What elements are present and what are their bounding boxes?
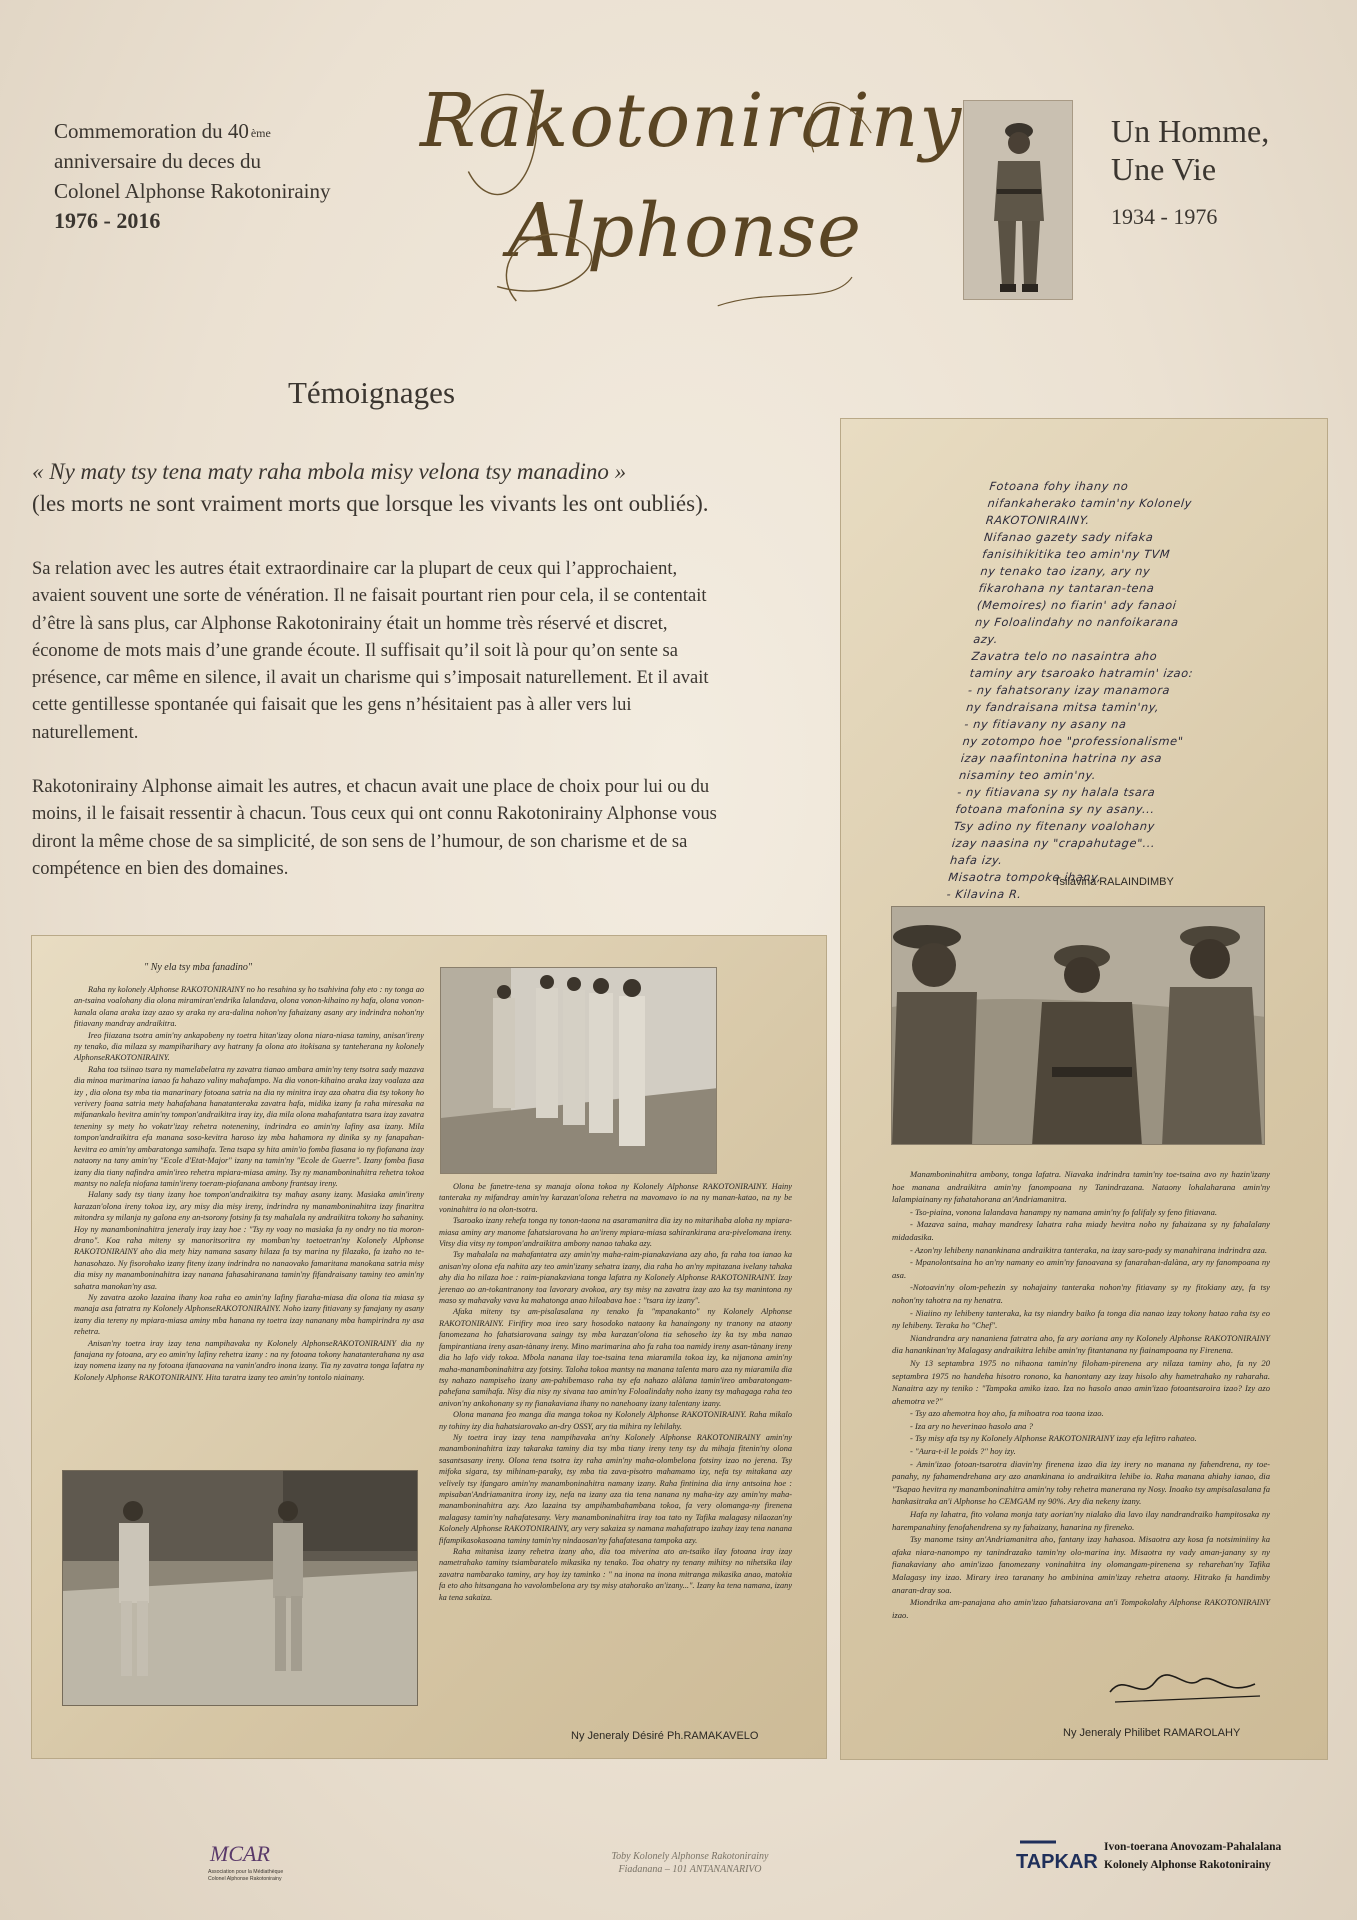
- handwritten-line: - ny fitiavana sy ny halala tsara: [956, 786, 1156, 799]
- tapkar-description: [1104, 1838, 1281, 1874]
- handwritten-line: Tsy adino ny fitenany voalohany: [953, 820, 1156, 833]
- signature-ramarolahy: [1105, 1662, 1265, 1712]
- amcar-logo-sub2: Colonel Alphonse Rakotonirainy: [208, 1876, 282, 1882]
- tapkar-logo-text: TAPKAR: [1016, 1851, 1098, 1873]
- handwritten-line: ny tenako tao izany, ary ny: [979, 565, 1152, 578]
- article-column-middle: [439, 1181, 792, 1603]
- amcar-logo: [202, 1835, 312, 1885]
- right-text-paragraph: - Niaiino ny lehibeny tanteraka, ka tsy niandry baiko fa tonga dia nanao izay tokony hatao raha tsy eo ny lehibeny. Teraka ho "Chef".: [892, 1307, 1270, 1331]
- title-surname: Rakotonirainy: [420, 78, 963, 164]
- article-left-paragraph: Ireo fiiazana tsotra amin'ny ankapobeny ny toetra hitan'izay olona niara-niasa taminy, anisan'ireny ny tenako, dia milaza sy mampiharihary avy hatrany fa olona ato itokisana sy tanteherana ny kolonely AlphonseRAKOTONIRAINY.: [74, 1030, 424, 1063]
- handwritten-line: hafa izy.: [949, 854, 1004, 867]
- right-text-paragraph: - Iza ary no heverinao hasolo ana ?: [910, 1420, 1033, 1431]
- article-title: " Ny ela tsy mba fanadino": [144, 962, 253, 973]
- right-text-paragraph: Miondrika am-panajana aho amin'izao fahatsiarovana an'i Tompokolahy Alphonse RAKOTONIRAINY izao.: [892, 1597, 1270, 1620]
- handwritten-line: ny fandraisana mitsa tamin'ny,: [965, 701, 1161, 714]
- article-author: Ny Jeneraly Désiré Ph.RAMAKAVELO: [571, 1730, 759, 1742]
- right-text-paragraph: - Mazava saina, mahay mandresy lahatra raha miady hevitra noho ny fahaizana sy ny fahalalany midadasika.: [892, 1219, 1270, 1242]
- right-text-paragraph: Tsy manome tsiny an'Andriamanitra aho, fantany izay hahasoa. Misaotra azy kosa fa notsiminiiny ka afaka niara-nanompo ny tanindrazako tamin'ny olo-marina iny. Misaotra ny vady aman-janany sy ny fianakaviany aho amin'izao fanomezany voninahitra iny olomangam-pirenena sy reharehan'ny Tafika Malagasy iny izao. Mirary ireo taranany ho ambinina amin'izay rehetra ataony. Hitrako fa handimby anaran-dray soa.: [892, 1534, 1270, 1595]
- right-text-paragraph: -Notoavin'ny olom-pehezin sy nohajainy tanteraka nohon'ny fitiavany sy ny fitokiany azy, fa tsy nohon'ny tahotra na ny henatra.: [892, 1282, 1270, 1305]
- commemoration-line3: Colonel Alphonse Rakotonirainy: [54, 179, 331, 203]
- article-left-paragraph: Raha toa tsiinao tsara ny mamelabelatra ny zavatra tianao ambara amin'ny teny tsotra sady mazava dia minoa marimarina ianao fa hahazo valiny mahafampo. Na dia vonon-kihaino araka izay voalaza aza izy , dia olona tsy mba tia manarinary fotoana satria na dia ny minitra iray aza ohatra dia tsy tokony ho verivery foana satria mety hahafahana hanatanteraka zavatra hafa, midika izany fa raha miresaka na mifanankalo hevitra amin'ny tompon'andraikitra iray izy, dia mila olona mahafantatra tsara izay zavatra teneniny sy mety ho vokatr'izay rehetra noteneniny, indrindra eo amin'ny lafiny asa izany. Mila tompon'andraikitra efa manana soso-kevitra haroso izy mba hahamora ny dinika sy ny fanapahan-kevitra eo amin'ny ambaratonga samihafa. Tena tsapa sy hita amin'io fomba fiasana io ny fiofanana izay nataony na tany amin'ny "Ecole d'Etat-Major" izany na tamin'ny "Ecole de Guerre". Izany fomba fiasa izany dia tiany nafindra amin'ireo rehetra mpiara-miasa aminy. Tsy ny manamboninahitra rehetra tokoa mantsy no nalefa niofana tamin'ireny toeram-piofanana ambony frantsay ireny.: [74, 1064, 424, 1188]
- handwritten-line: ny Foloalindahy no nanfoikarana: [974, 616, 1180, 629]
- handwritten-line: Nifanao gazety sady nifaka: [983, 531, 1155, 544]
- garden-photo: [62, 1470, 418, 1706]
- handwriting-author: Tsilavina RALAINDIMBY: [1054, 876, 1174, 888]
- right-testimony-text: [892, 1168, 1270, 1621]
- portrait-photo: [963, 100, 1073, 300]
- handwritten-line: taminy ary tsaroako hatramin' izao:: [969, 667, 1194, 680]
- handwritten-line: RAKOTONIRAINY.: [985, 514, 1091, 527]
- tapkar-line1: Ivon-toerana Anovozam-Pahalalana: [1104, 1841, 1282, 1853]
- article-mid-paragraph: Tsy mahalala na mahafantatra azy amin'ny maha-raim-pianakaviana azy aho, fa raha toa ianao ka anisan'ny olona efa nahita azy teo amin'izany sehatra izany, dia raha ho an'ny mpitazana ivelany tahaka ahy dia ho nilaza hoe : raim-pianakaviana tonga lafatra ny Kolonely Alphonse RAKOTONIRAINY. Izay jerenao ao an-tokantranony toa lavorary avokoa, ary tsy misy na zavatra izay azo ka tsy manintona ny maso sy mahavaky vava ka mahatonga anao hiloabava hoe : "tsara izy izany".: [439, 1250, 792, 1306]
- article-left-paragraph: Ny zavatra azoko lazaina ihany koa raha eo amin'ny lafiny fiaraha-miasa dia olona tia miasa sy manaja asa fatratra ny Kolonely AlphonseRAKOTONIRAINY. Noho izany fitiavany sy fanajany ny asany izany dia tereny ny mpiara-miasa aminy mba hanana ny toetra izay nananany mba hampirindra ny asa rehetra.: [74, 1292, 424, 1337]
- right-text-author: Ny Jeneraly Philibet RAMAROLAHY: [1063, 1727, 1241, 1739]
- handwritten-line: izay naafintonina hatrina ny asa: [960, 752, 1163, 765]
- commemoration-block: [54, 116, 414, 236]
- right-text-paragraph: Niandrandra ary nananiena fatratra aho, fa ary aoriana any ny Kolonely Alphonse RAKOTONIRAINY dia hanankinan'ny Malagasy andraikitra lehibe amin'ny fitantanana ny fiainampoana ny Firenena.: [892, 1332, 1270, 1356]
- title-firstname: Alphonse: [507, 188, 863, 274]
- soldier-portrait-image: [964, 101, 1073, 300]
- commemoration-sup: ème: [250, 126, 271, 140]
- page-title: [420, 66, 963, 326]
- handwritten-letter: [946, 478, 1261, 903]
- handwritten-line: nisaminy teo amin'ny.: [958, 769, 1097, 782]
- soldiers-field-image: [892, 907, 1265, 1145]
- handwritten-line: Misaotra tompoko ihany,: [947, 871, 1103, 884]
- handwritten-line: nifankaherako tamin'ny Kolonely: [986, 497, 1193, 510]
- handwritten-line: - Kilavina R.: [945, 888, 1023, 901]
- tagline-line2: Une Vie: [1111, 151, 1217, 187]
- signature-icon: [1105, 1662, 1265, 1712]
- quote-french: (les morts ne sont vraiment morts que lorsque les vivants les ont oubliés).: [32, 491, 709, 516]
- right-text-paragraph: - Amin'izao fotoan-tsarotra diavin'ny firenena izao dia izy irery no manana ny fahendrena, ny toe-panahy, ny fahamendrehana ary azo anankinana io andraikitra lehibe io. Raha manana ahiahy ianao, dia "Tsapao hevitra ny manamboninahitra amin'ny toby rehetra manerana ny Nosy. Inoako tsy ampisalasalana fa hankasitraka an'i Alphonse ho CEMGAM ny 90%. Ary dia nekeny izany.: [892, 1458, 1270, 1507]
- handwritten-line: fotoana mafonina sy ny asany...: [954, 803, 1156, 816]
- section-title-temoignages: Témoignages: [288, 375, 456, 410]
- handwritten-line: - ny fahatsorany izay manamora: [967, 684, 1171, 697]
- officers-photo: [440, 967, 717, 1174]
- right-text-paragraph: Manamboninahitra ambony, tonga lafatra. Niavaka indrindra tamin'ny toe-tsaina avo ny hazin'izany hoe manana andraikitra amin'ny fanompoana ny Tanindrazana. Nataony lohalaharana amin'ny lalampiainany ny fahatahorana an'Andriamanitra.: [892, 1169, 1270, 1205]
- officers-on-veranda-image: [441, 968, 717, 1174]
- footer-address: [540, 1850, 840, 1876]
- tagline-years: 1934 - 1976: [1111, 204, 1218, 229]
- right-text-paragraph: Ny 13 septambra 1975 no nihaona tamin'ny filoham-pirenena ary nilaza taminy aho, fa ny 20 septambra 1975 no handeha hisotro ronono, ka hanontany azy izay hisolo ahy hametrahako ny raharaha. Nanaitra azy ny teniko : "Tampoka amiko izao. Iza no hasolo anao amin'izao fotoantsaroira izao? Izy azo ahemotra ve?": [892, 1357, 1270, 1406]
- commemoration-years: 1976 - 2016: [54, 208, 161, 233]
- handwritten-line: (Memoires) no fiarin' ady fanaoi: [976, 599, 1178, 612]
- footer-address-line2: Fiadanana – 101 ANTANANARIVO: [618, 1864, 762, 1875]
- handwritten-line: fikarohana ny tantaran-tena: [978, 582, 1156, 595]
- tapkar-line2: Kolonely Alphonse Rakotonirainy: [1104, 1859, 1271, 1871]
- article-left-paragraph: Halany sady tsy tiany izany hoe tompon'andraikitra tsy mahay asany izany. Masiaka amin'ireny karazan'olona ireny tokoa izy, ary misy dia misy ireny, indrindra ny manamboninahitra izay finaritra mitondra sy milanja ny galona eny an-tsorony fotsiny fa tsy mahalala ny andraikitra tokony ho sahaniny. Hoy ny manamboninahitra jeneraly iray izay hoe : "Tsy ny voay no masiaka fa ny ondry no tia moron-drano". Koa raha miteny sy manoritsoritra ny momban'ny toetoetran'ny Kolonely Alphonse RAKOTONIRAINY aho dia mety hizy namana sasany hilaza fa tsy marina ny filazako, fa izaho no te-hanasohazo. Ny fisorohako izany fiteny izany indrindra no nanaovako famaritana manokana satria misy dia misy ny manamboninahitra izay nanana fahasahiranana tamin'ny fifandraisany taminy teo amin'ny sahatra manokan'ny asa.: [74, 1190, 424, 1291]
- right-text-paragraph: - "Aura-t-il le poids ?" hoy izy.: [910, 1446, 1016, 1457]
- handwritten-line: azy.: [972, 633, 999, 646]
- tagline-block: [1111, 112, 1331, 236]
- right-text-paragraph: - Azon'ny lehibeny nanankinana andraikitra tanteraka, na izay saro-pady sy manahirana indrindra aza.: [910, 1244, 1268, 1255]
- amcar-logo-sub1: Association pour la Médiathèque: [208, 1869, 284, 1875]
- amcar-logo-icon: [202, 1835, 312, 1885]
- right-text-paragraph: - Tsy azo ahemotra hoy aho, fa mihoatra roa taona izao.: [910, 1408, 1104, 1419]
- article-left-paragraph: Anisan'ny toetra iray izay tena nampihavaka ny Kolonely AlphonseRAKOTONIRAINY dia ny fanajana ny fotoana, ary eo amin'ny lafiny rehetra izany : na ny fotoana tokony hanatanterahana ny asa izay nomena izany na ny fotoana ifanaovana na vanin'andro inona izany. Tia ny zavatra tonga lafatra ny Kolonely Alphonse RAKOTONIRAINY. Hita taratra izany teo amin'ny tontolo niainany.: [74, 1338, 424, 1382]
- commemoration-line1: Commemoration du 40: [54, 119, 249, 143]
- article-mid-paragraph: Afaka miteny tsy am-pisalasalana ny tenako fa "mpanakanto" ny Kolonely Alphonse RAKOTONIRAINY. Firifiry moa ireo sary hosodoko nataony ka hanaingony ny tranony na ataony fanomezana ho fahatsiarovana saingy tsy mba karazan'olona tia sehoseho izy ka tsy mba nanao fampirantiana ireny asan-tànany ireny. Mino marimarina aho fa raha toa namidy ireny asan-tànany ireny dia ho lafo vidy tokoa. Mbola nanana ilay toe-tsaina tena miaramila tokoa izy, ka nijanona amin'ny maha-manamboninahitra azy fotsiny. Taloha tokoa mantsy na manana talenta maro aza ny miaramila dia tsy nahazo nampiseho izany am-pahibemaso raha tsy efa nahazo alàlana tamin'ireo ambaratongam-pahefana samihafa. Nisy dia nisy ny sivana tao amin'ny Foloalindahy noho izany tsy mahagaga raha teo anivon'ny ankohonany sy ny fianakaviana ihany no nanehoany izany talentany izany.: [439, 1307, 792, 1408]
- article-mid-paragraph: Olona be fanetre-tena sy manaja olona tokoa ny Kolonely Alphonse RAKOTONIRAINY. Hainy tanteraka ny mifandray amin'ny karazan'olona rehetra na mavomavo io na ny manan-katao, na ny be voninahitra io na olon-tsotra.: [439, 1182, 792, 1214]
- article-mid-paragraph: Raha mitanisa izany rehetra izany aho, dia toa miverina ato an-tsaiko ilay fotoana iray izay nametrahako taminy tsiambaratelo mikasika ny tenako. Toa ohatry ny tenany mihitsy no nihetsika ilay zavatra nambarako taminy, ary hoy izy taminko : " na inona na inona mitranga mikasika anao, matokia fa eto aho hitsangana ho vavolombelona ary tsy misy atahorako an'izany...". Izany ka tena namana, izany ka tena sakaiza.: [439, 1547, 792, 1602]
- handwritten-line: Fotoana fohy ihany no: [988, 480, 1130, 493]
- officers-in-garden-image: [63, 1471, 418, 1706]
- handwritten-line: - ny fitiavany ny asany na: [963, 718, 1128, 731]
- proverb-quote: [32, 456, 812, 520]
- tagline-line1: Un Homme,: [1111, 113, 1270, 149]
- handwritten-line: ny zotompo hoe "professionalisme": [961, 735, 1185, 748]
- handwritten-line: izay naasina ny "crapahutage"...: [951, 837, 1157, 850]
- right-text-paragraph: - Tso-piaina, vonona lalandava hanampy ny namana amin'ny fo falifaly sy feno fitiavana.: [910, 1206, 1218, 1217]
- amcar-logo-text: MCAR: [210, 1841, 270, 1866]
- tapkar-logo-icon: [1016, 1834, 1106, 1884]
- commemoration-line2: anniversaire du deces du: [54, 149, 261, 173]
- footer-address-line1: Toby Kolonely Alphonse Rakotonirainy: [611, 1851, 769, 1862]
- right-text-paragraph: Hafa ny lahatra, fito volana monja taty aorian'ny nialako dia lavo ilay nandrandraiko hampitosaka ny harempanahiny fenofahendrena sy ny fahaizany, hanarina ny fireneko.: [892, 1509, 1270, 1532]
- field-photo: [891, 906, 1265, 1145]
- article-left-paragraph: Raha ny kolonely Alphonse RAKOTONIRAINY no ho resahina sy ho tsahivina fohy eto : ny tonga ao an-tsaina voalohany dia olona miramiran'endrika lalandava, olona vonon-kihaino ny hafa, olona vonon-kanala olana araka izay azao sy araka ny ara-dalina nohon'ny fahaizany asany ary indrindra nohon'ny fitiavany mandray andraikitra.: [74, 985, 424, 1029]
- article-mid-paragraph: Ny toetra iray izay tena nampihavaka an'ny Kolonely Alphonse RAKOTONIRAINY amin'ny manamboninahitra izay takaraka taminy dia tsy mba tiany ireny teny tsy du mihaja fitenin'ny olona sasantsasany ireny. Olona tena tsotra izy raha amin'ny maha-olombelona fotsiny izao no jerena. Tsy mifoka sigara, tsy mihinam-paraky, tsy mba tia zava-pisotro mahamamo izy, nefa tsy mitakana azy velively tsy ifangaro amin'ny manamboninahitra namany izany. Raha fintinina dia irny antsoina hoe : mpisaban'Andriamanitra irony izy, nefa na izany aza tia tena nanana ny maha-izy azy amin'ny maha-manamboninahitra azy. Azo lazaina tsy ampihambahambana tokoa, fa very olomanga-ny firenena malagasy tamin'ny nahafatesany. Very manamboninahitra iray toa tato ny Tafika malagasy nilaozan'ny Kolonely Alphonse RAKOTONIRAINY, ary very sakaiza sy namana mahafatrapo izahay izay tena nanana fifampikasokasoana taminy tamin'ny nindaosan'ny fahafatesana tampoka azy.: [439, 1432, 792, 1545]
- testimony-paragraph-2: Rakotonirainy Alphonse aimait les autres, et chacun avait une place de choix pour lui ou du moins, il le faisait ressentir à chacun. Tous ceux qui ont connu Rakotonirainy Alphonse vous diront la même chose de sa simplicité, de son sens de l’humour, de son charisme et de sa compétence en bien des domaines.: [32, 777, 717, 879]
- testimony-paragraph-1: Sa relation avec les autres était extraordinaire car la plupart de ceux qui l’approchaient, avaient souvent une sorte de vénération. Il ne faisait pourtant rien pour cela, il se contentait d’être là sans plus, car Alphonse Rakotonirainy était un homme très réservé et discret, économe de mots mais d’une grande écoute. Il suffisait qu’il soit là pour qu’on sente sa présence, car même en silence, il avait un charisme qui s’imposait naturellement. Et il avait cette gentillesse spontanée qui faisait que les gens n’hésitaient pas à aller vers lui naturellement.: [32, 559, 709, 743]
- right-text-paragraph: - Mpanolontsaina ho an'ny namany eo amin'ny fanoavana sy fanarahan-dalàna, ary ny fanompoana ny asa.: [892, 1257, 1270, 1280]
- article-mid-paragraph: Tsaroako izany rehefa tonga ny tonon-taona na asaramanitra dia izy no mitarihaba aloha ny mpiara-miasa aminy ary manome fahatsiarovana ho an'ireny mpiara-miasa sahirankirana ara-pivelomana ireny. Vitsy dia vitsy ny tompon'andraikitra ambony nanao tahaka azy.: [439, 1216, 792, 1249]
- right-text-paragraph: - Tsy misy afa tsy ny Kolonely Alphonse RAKOTONIRAINY izay efa lefitro rahateo.: [910, 1433, 1197, 1444]
- handwritten-line: fanisihikitika teo amin'ny TVM: [981, 548, 1171, 561]
- quote-malagasy: « Ny maty tsy tena maty raha mbola misy velona tsy manadino »: [32, 459, 627, 484]
- handwritten-line: Zavatra telo no nasaintra aho: [970, 650, 1158, 663]
- article-column-left: [74, 984, 424, 1383]
- article-mid-paragraph: Olona manana feo manga dia manga tokoa ny Kolonely Alphonse RAKOTONIRAINY. Raha mikalo ny tohiny izy dia hahatsiarovako an-dry OSSY, ary tia mihira ny lehilahy.: [439, 1410, 792, 1431]
